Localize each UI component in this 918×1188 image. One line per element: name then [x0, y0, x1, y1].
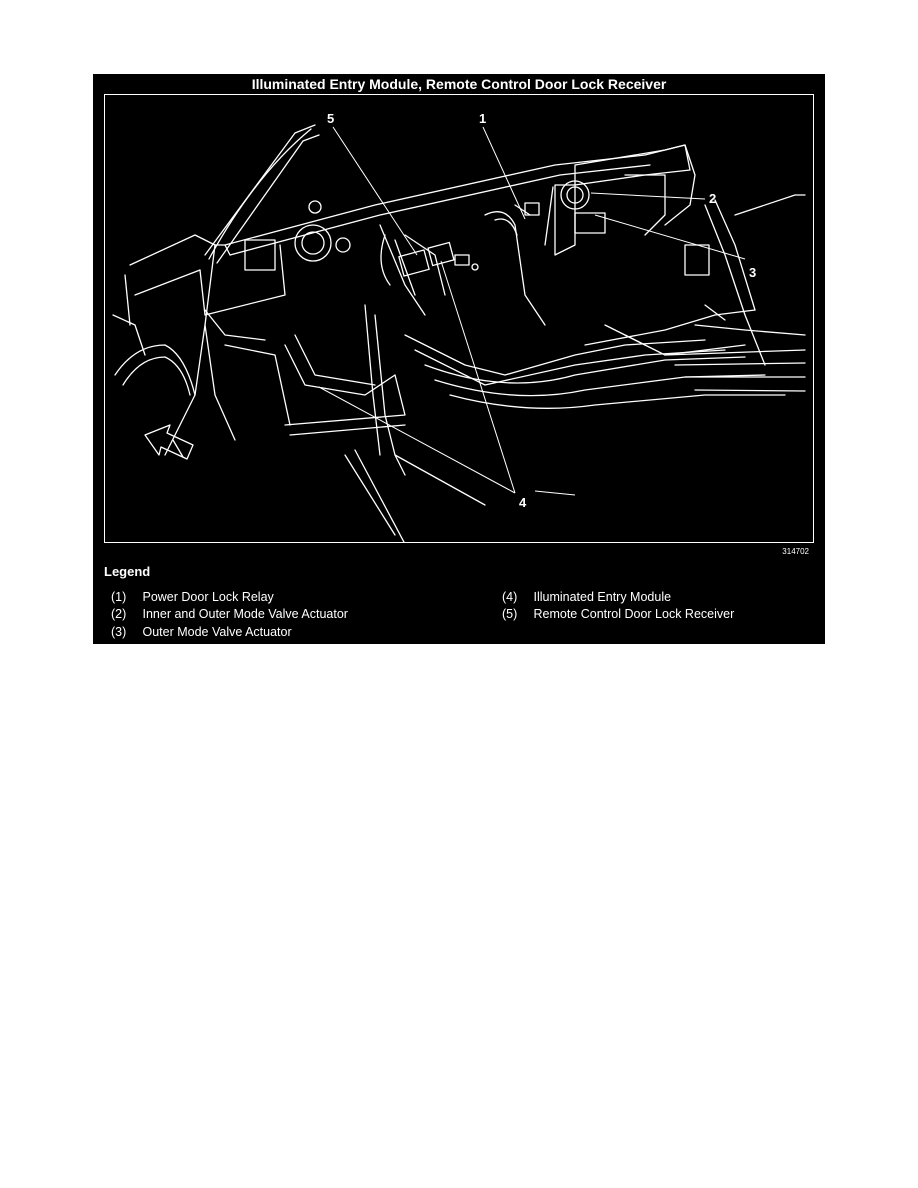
illustration-frame	[104, 94, 814, 543]
vehicle-interior-illustration	[105, 95, 814, 543]
diagram-title: Illuminated Entry Module, Remote Control Door Lock Receiver	[251, 76, 667, 92]
callout-1: 1	[479, 111, 487, 126]
legend-number: (2)	[111, 607, 127, 621]
legend-label: Remote Control Door Lock Receiver	[533, 607, 735, 621]
legend-heading: Legend	[104, 564, 151, 579]
callout-4: 4	[519, 495, 527, 510]
figure-id: 314702	[782, 547, 809, 556]
legend-label: Outer Mode Valve Actuator	[142, 625, 292, 639]
legend-number: (5)	[502, 607, 518, 621]
legend-number: (3)	[111, 625, 127, 639]
legend-item-4	[502, 590, 671, 604]
callout-2: 2	[709, 191, 717, 206]
legend-label: Inner and Outer Mode Valve Actuator	[142, 607, 348, 621]
legend-item-3	[111, 625, 292, 639]
legend-label: Power Door Lock Relay	[142, 590, 274, 604]
callout-5: 5	[327, 111, 335, 126]
legend-item-1	[111, 590, 274, 604]
legend-number: (1)	[111, 590, 127, 604]
callout-3: 3	[749, 265, 757, 280]
legend-number: (4)	[502, 590, 518, 604]
legend-item-5	[502, 607, 734, 621]
diagram-panel	[93, 74, 825, 644]
legend-item-2	[111, 607, 348, 621]
legend-label: Illuminated Entry Module	[533, 590, 672, 604]
